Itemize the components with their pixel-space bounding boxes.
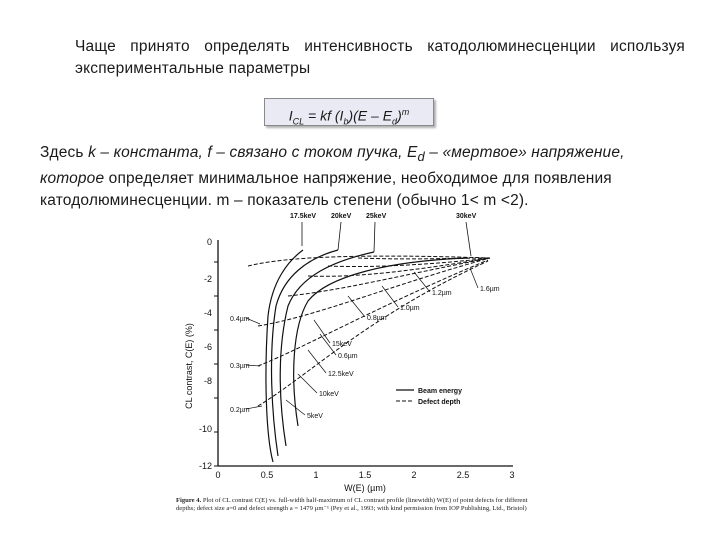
curve-0-8um <box>288 258 490 296</box>
depth-1-2um: 1.2µm <box>432 290 452 297</box>
curve-shallow <box>248 256 490 266</box>
intro-paragraph: Чаще принято определять интенсивность катодолюминесценции используя экспериментальные параметры <box>75 38 685 77</box>
caption-text: Plot of CL contrast C(E) vs. full-width half-maximum of CL contrast profile (linewidth) W(E) of point defects for different depths; defect size a=0 and defect strength a = 1479 µm⁻¹ (Pey et al., 1993; with kind permission from IOP Publishing, Ltd., Bristol) <box>176 497 528 512</box>
x-tick-0: 0 <box>215 470 221 480</box>
cl-contrast-figure <box>168 206 528 536</box>
x-tick-labels <box>215 470 514 480</box>
energy-0-6um: 0.6µm <box>338 353 358 360</box>
legend <box>396 388 462 406</box>
y-tick-5: -10 <box>198 424 212 434</box>
formula-exp: m <box>401 107 410 117</box>
formula-lhs-sub: CL <box>292 116 305 127</box>
top-energy-labels <box>290 213 477 220</box>
y-tick-1: -2 <box>203 274 212 284</box>
x-tick-2: 1 <box>313 470 319 480</box>
curve-1-6um <box>358 258 490 259</box>
label-20kev: 20keV <box>331 213 352 220</box>
energy-15kev: 15keV <box>332 341 352 348</box>
depth-0-4um: 0.4µm <box>230 316 250 323</box>
energy-5kev: 5keV <box>307 413 323 420</box>
y-tick-2: -4 <box>203 308 212 318</box>
depth-0-3um: 0.3µm <box>230 363 250 370</box>
x-tick-4: 2 <box>411 470 417 480</box>
x-tick-5: 2.5 <box>456 470 470 480</box>
label-30kev: 30keV <box>456 213 477 220</box>
x-tick-1: 0.5 <box>260 470 274 480</box>
x-axis-label: W(E) (µm) <box>344 483 386 493</box>
curve-0-2um <box>258 261 488 406</box>
desc-p1: Здесь <box>40 144 89 161</box>
desc-dead: – «мертвое» напряжение, которое <box>40 144 625 188</box>
desc-k: k – константа, f – связано с током пучка, E <box>88 144 418 161</box>
depth-1-0um: 1.0µm <box>400 305 420 312</box>
y-tick-labels <box>199 237 212 471</box>
depth-0-8um: 0.8µm <box>367 315 387 322</box>
y-tick-4: -8 <box>203 376 212 386</box>
depth-1-6um: 1.6µm <box>480 286 500 293</box>
legend-beam: Beam energy <box>418 388 462 395</box>
formula-lhs: I <box>288 107 293 124</box>
curve-10kev <box>272 250 338 456</box>
legend-defect: Defect depth <box>418 399 461 406</box>
y-tick-0: 0 <box>206 237 212 247</box>
formula-d-sub: d <box>392 116 398 127</box>
defect-depth-curves <box>248 256 490 406</box>
energy-10kev: 10keV <box>319 391 339 398</box>
caption-label: Figure 4. <box>176 497 202 504</box>
figure-caption <box>176 497 538 513</box>
y-tick-6: -12 <box>198 461 212 471</box>
desc-d-sub: d <box>417 149 425 165</box>
x-tick-6: 3 <box>509 470 515 480</box>
energy-12-5kev: 12.5keV <box>328 371 354 378</box>
formula-b-sub: b <box>343 116 349 127</box>
x-tick-3: 1.5 <box>358 470 372 480</box>
desc-p2: определяет минимальное напряжение, необходимое для появления катодолюминесценции. m – показатель степени (обычно 1< m <2). <box>40 170 612 210</box>
description-paragraph <box>40 142 655 212</box>
formula-end: ) <box>397 107 402 124</box>
top-label-arrows <box>302 222 471 256</box>
formula-box <box>264 98 434 126</box>
formula-mid: )(E – E <box>348 107 393 124</box>
label-17-5kev: 17.5keV <box>290 213 317 220</box>
label-25kev: 25keV <box>366 213 387 220</box>
y-tick-3: -6 <box>203 342 212 352</box>
formula-eq: = kf (I <box>304 107 344 124</box>
y-axis-label: CL contrast, C(E) (%) <box>184 323 194 409</box>
depth-0-2um: 0.2µm <box>230 407 250 414</box>
